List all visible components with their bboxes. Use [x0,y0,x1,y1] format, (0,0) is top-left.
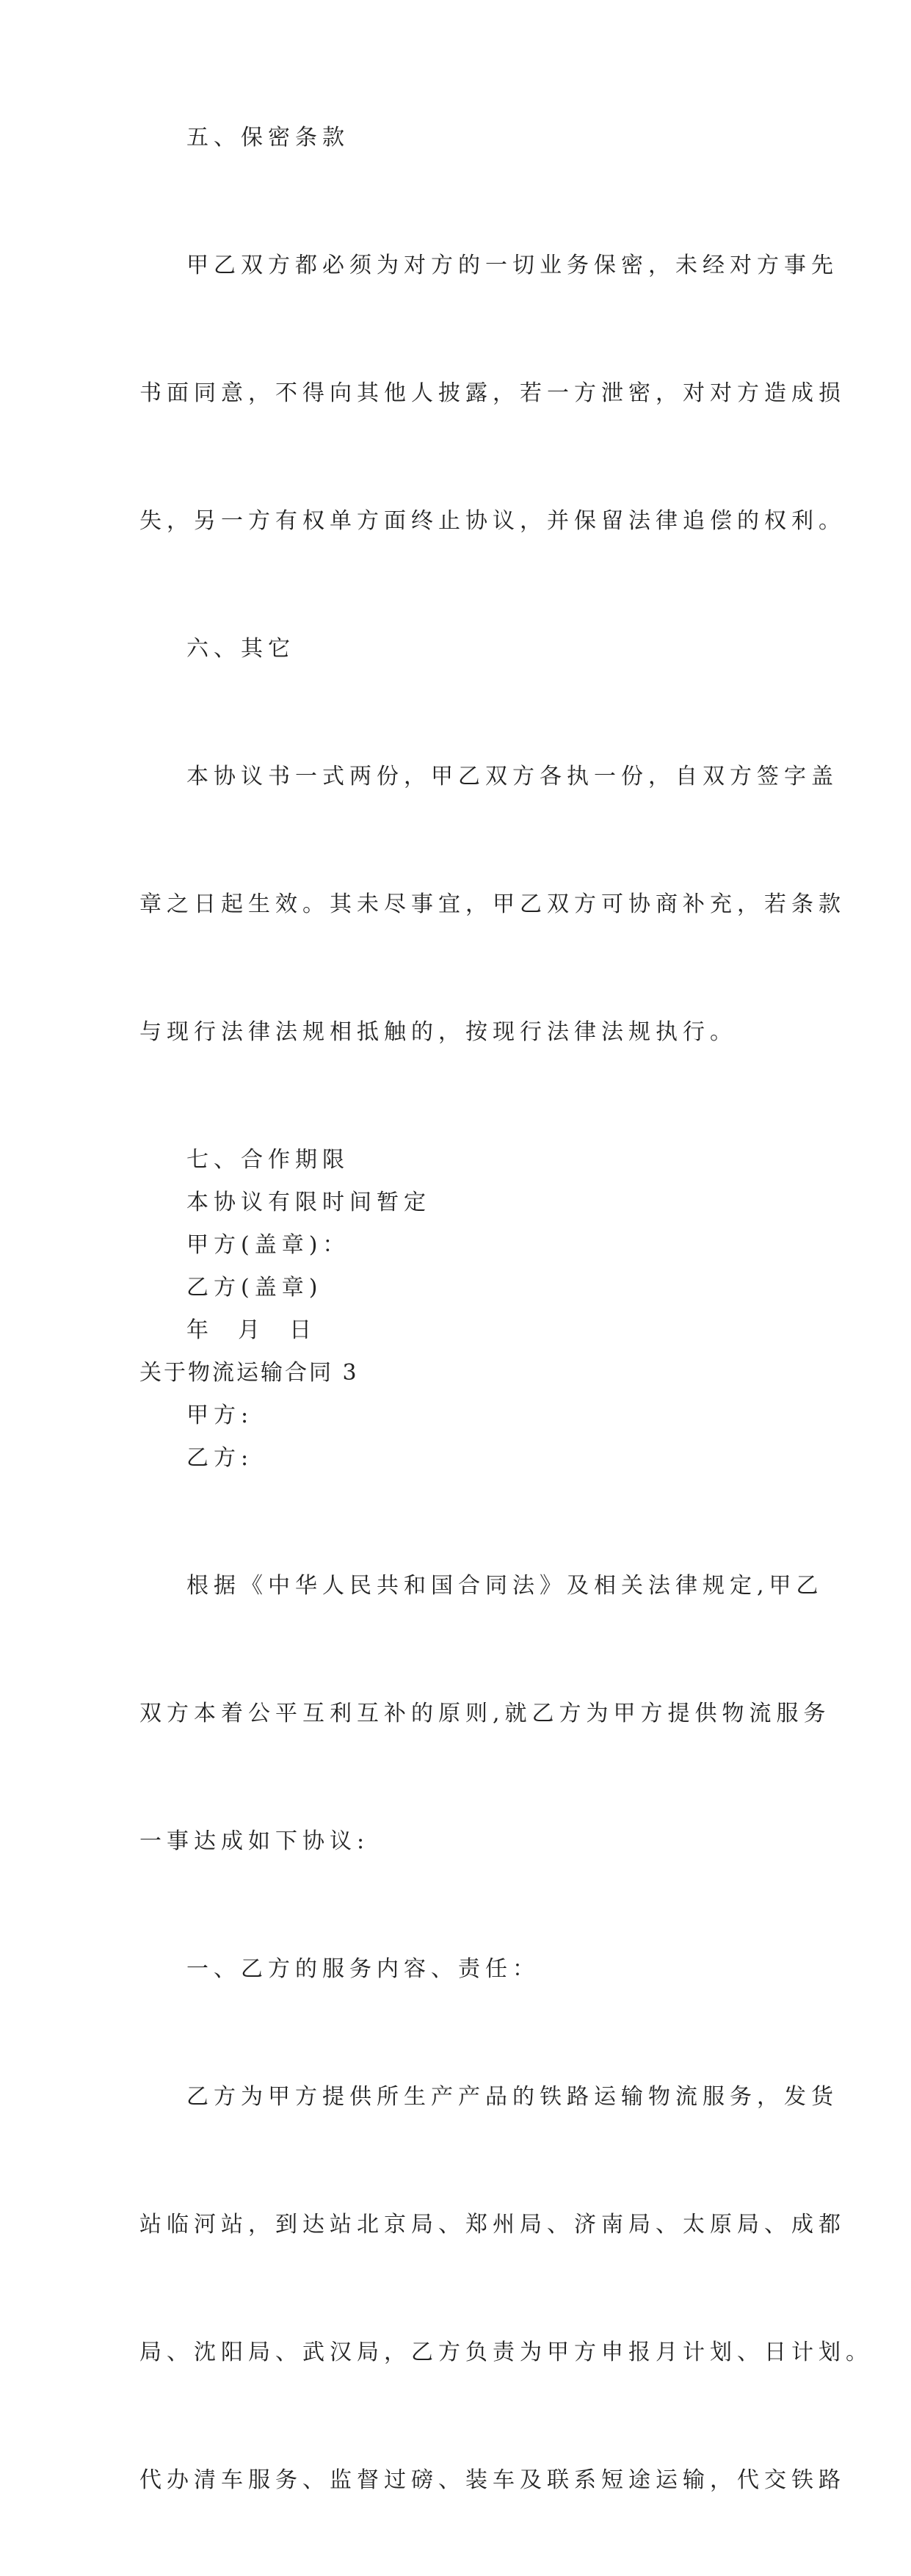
text-line: 代办清车服务、监督过磅、装车及联系短途运输，代交铁路 [139,2467,846,2493]
text-line: 局、沈阳局、武汉局，乙方负责为甲方申报月计划、日计划。 [139,2340,873,2365]
text-line: 章之日起生效。其未尽事宜，甲乙双方可协商补充，若条款 [139,891,846,917]
text-line: 失，另一方有权单方面终止协议，并保留法律追偿的权利。 [139,508,846,534]
text-line: 乙方为甲方提供所生产产品的铁路运输物流服务，发货 [186,2084,838,2110]
contract3-title: 关于物流运输合同 3 [139,1360,359,1386]
signature-party-a: 甲方(盖章)： [186,1232,350,1258]
section6-paragraph [139,670,846,1139]
signature-date: 年 月 日 [186,1317,317,1343]
contract3-preamble [139,1480,831,1948]
text-line: 一事达成如下协议: [139,1828,370,1854]
section6-heading: 六、其它 [186,636,295,662]
clause1-heading: 一、乙方的服务内容、责任： [186,1956,540,1982]
text-line: 本协议书一式两份，甲乙双方各执一份，自双方签字盖 [186,764,838,789]
section7-body: 本协议有限时间暂定 [186,1190,431,1215]
text-line: 根据《中华人民共和国合同法》及相关法律规定,甲乙 [186,1573,824,1599]
text-line: 书面同意，不得向其他人披露，若一方泄密，对对方造成损 [139,380,846,406]
section7-heading: 七、合作期限 [186,1147,349,1173]
document-body [139,117,873,2576]
section5-heading: 五、保密条款 [186,125,349,151]
clause1-paragraph [139,1991,873,2576]
contract3-party-b: 乙方: [186,1445,254,1471]
contract3-party-a: 甲方: [186,1403,254,1428]
text-line: 双方本着公平互利互补的原则,就乙方为甲方提供物流服务 [139,1701,831,1726]
section5-paragraph [139,159,846,628]
text-line: 甲乙双方都必须为对方的一切业务保密，未经对方事先 [186,253,838,278]
text-line: 与现行法律法规相抵触的，按现行法律法规执行。 [139,1019,737,1045]
signature-party-b: 乙方(盖章) [186,1275,323,1300]
text-line: 站临河站，到达站北京局、郑州局、济南局、太原局、成都 [139,2212,846,2237]
